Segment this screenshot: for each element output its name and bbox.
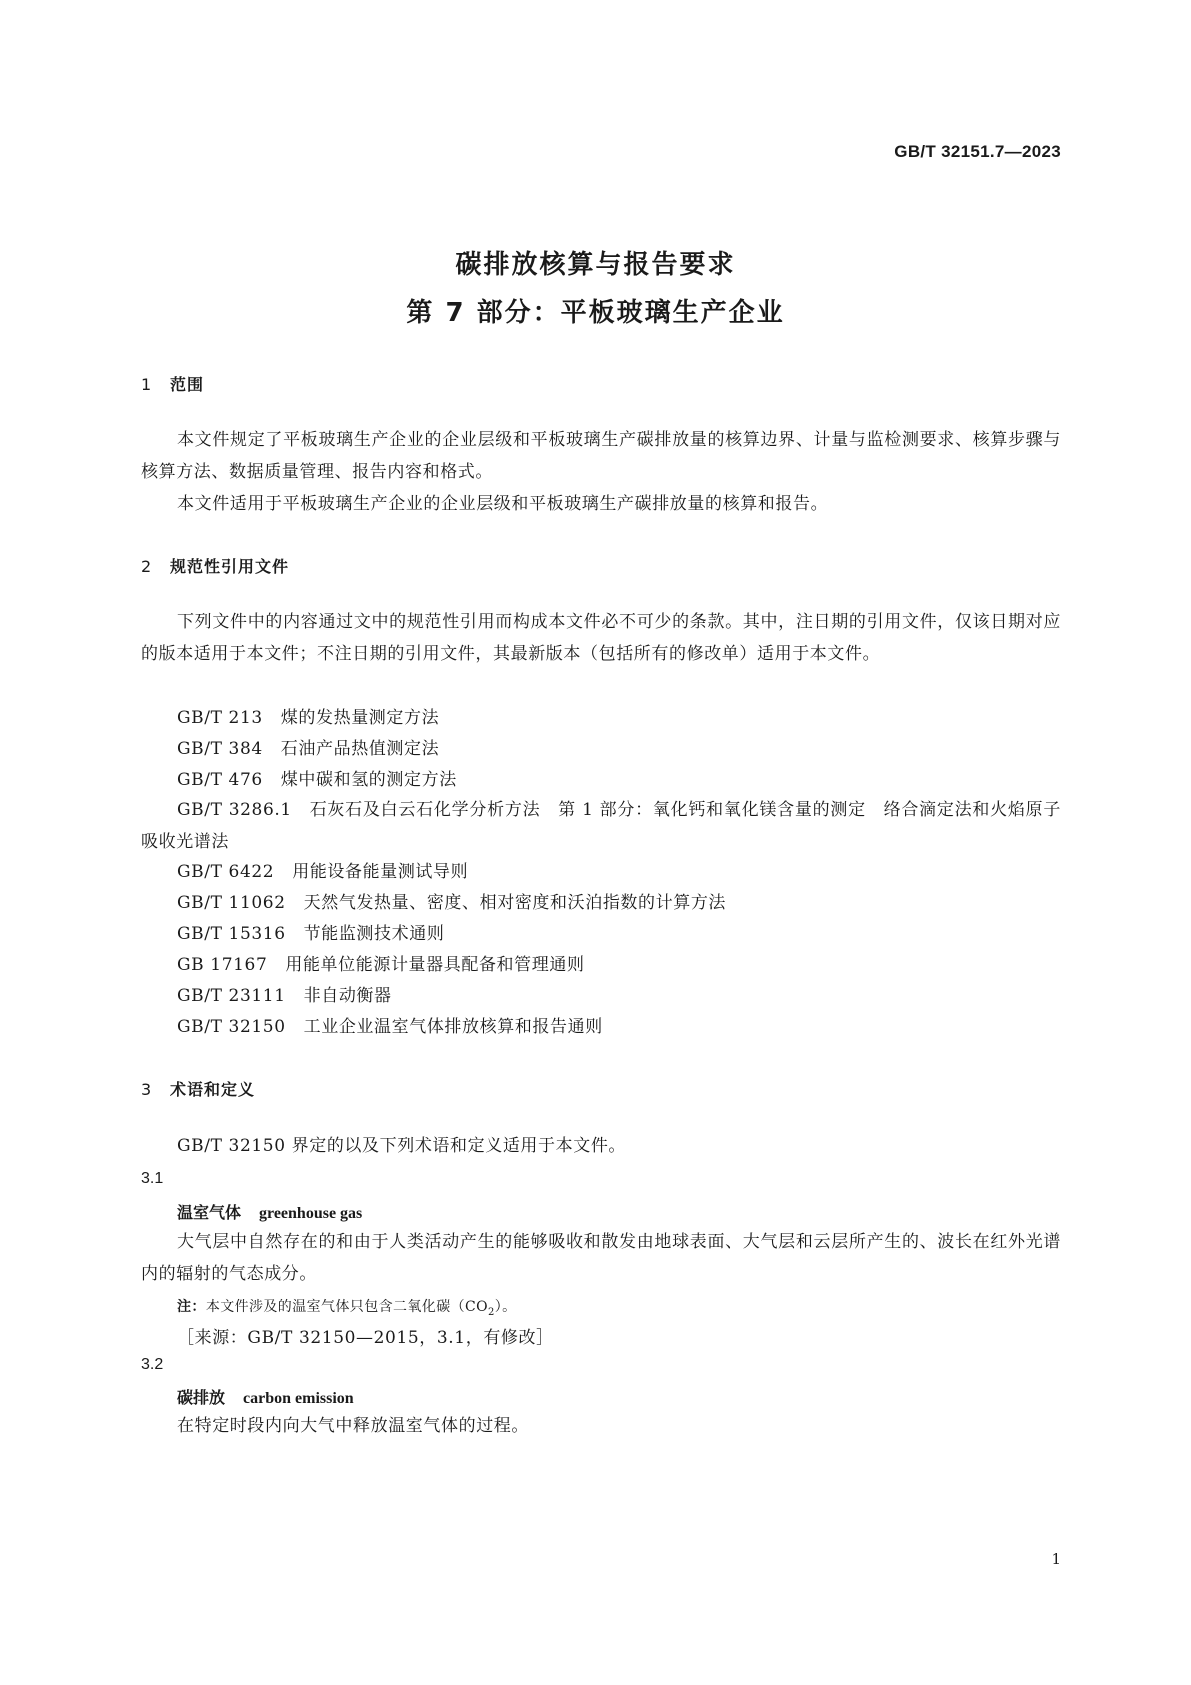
term-heading	[177, 1200, 362, 1223]
standard-number: GB/T 32151.7—2023	[894, 142, 1061, 161]
reference-code: GB/T 23111	[177, 986, 286, 1006]
note-subscript: 2	[488, 1306, 495, 1318]
note	[177, 1296, 517, 1318]
reference-title: 煤的发热量测定方法	[280, 708, 440, 728]
paragraph: 下列文件中的内容通过文中的规范性引用而构成本文件必不可少的条款。其中，注日期的引用文件，仅该日期对应的版本适用于本文件；不注日期的引用文件，其最新版本（包括所有的修改单）适用于本文件。	[141, 612, 1061, 664]
reference-item	[177, 702, 1061, 734]
note-end: ）。	[494, 1299, 517, 1315]
term-zh: 温室气体	[177, 1203, 242, 1222]
reference-title: 用能单位能源计量器具配备和管理通则	[285, 955, 585, 975]
section-title: 术语和定义	[170, 1080, 256, 1099]
reference-code: GB/T 384	[177, 739, 263, 759]
reference-code: GB/T 3286.1	[177, 800, 292, 820]
section-1-heading	[141, 372, 204, 395]
paragraph: GB/T 32150 界定的以及下列术语和定义适用于本文件。	[177, 1136, 627, 1156]
reference-item	[177, 949, 1061, 981]
section-number: 3	[141, 1080, 153, 1099]
note-text: 本文件涉及的温室气体只包含二氧化碳（CO	[205, 1299, 489, 1315]
section-3-heading	[141, 1077, 255, 1100]
section-2-heading	[141, 554, 289, 577]
term-zh: 碳排放	[177, 1388, 226, 1407]
paragraph: 本文件适用于平板玻璃生产企业的企业层级和平板玻璃生产碳排放量的核算和报告。	[177, 494, 829, 514]
section-title: 范围	[170, 375, 205, 394]
reference-title: 煤中碳和氢的测定方法	[280, 770, 457, 790]
reference-title: 非自动衡器	[303, 986, 392, 1006]
reference-code: GB/T 32150	[177, 1017, 286, 1037]
reference-code: GB 17167	[177, 955, 268, 975]
term-en: carbon emission	[243, 1390, 354, 1407]
reference-code: GB/T 213	[177, 708, 263, 728]
reference-item	[177, 887, 1061, 919]
document-subtitle: 第 7 部分：平板玻璃生产企业	[406, 298, 785, 328]
term-heading	[177, 1385, 354, 1408]
document-title: 碳排放核算与报告要求	[455, 250, 736, 280]
reference-code: GB/T 476	[177, 770, 263, 790]
reference-item	[141, 794, 1061, 858]
reference-item	[177, 856, 1061, 888]
term-definition: 大气层中自然存在的和由于人类活动产生的能够吸收和散发由地球表面、大气层和云层所产生的、波长在红外光谱内的辐射的气态成分。	[141, 1232, 1061, 1284]
paragraph: 本文件规定了平板玻璃生产企业的企业层级和平板玻璃生产碳排放量的核算边界、计量与监检测要求、核算步骤与核算方法、数据质量管理、报告内容和格式。	[141, 430, 1061, 482]
reference-title: 石油产品热值测定法	[280, 739, 440, 759]
reference-item	[177, 918, 1061, 950]
reference-code: GB/T 11062	[177, 893, 286, 913]
clause-number: 3.1	[141, 1170, 164, 1187]
term-definition: 在特定时段内向大气中释放温室气体的过程。	[177, 1416, 529, 1436]
note-label: 注：	[177, 1299, 206, 1315]
term-en: greenhouse gas	[259, 1205, 363, 1222]
reference-item	[177, 764, 1061, 796]
reference-title: 节能监测技术通则	[303, 924, 445, 944]
reference-code: GB/T 15316	[177, 924, 286, 944]
reference-title: 用能设备能量测试导则	[292, 862, 469, 882]
page-number: 1	[1051, 1550, 1061, 1568]
reference-item	[177, 1011, 1061, 1043]
reference-item	[177, 980, 1061, 1012]
reference-title: 天然气发热量、密度、相对密度和沃泊指数的计算方法	[303, 893, 727, 913]
reference-item	[177, 733, 1061, 765]
reference-title: 石灰石及白云石化学分析方法 第 1 部分：氧化钙和氧化镁含量的测定 络合滴定法和火焰原子吸收光谱法	[141, 800, 1061, 852]
reference-title: 工业企业温室气体排放核算和报告通则	[303, 1017, 603, 1037]
section-title: 规范性引用文件	[170, 557, 290, 576]
section-number: 2	[141, 557, 153, 576]
reference-code: GB/T 6422	[177, 862, 275, 882]
clause-number: 3.2	[141, 1356, 164, 1373]
source-citation: ［来源：GB/T 32150—2015，3.1，有修改］	[177, 1328, 554, 1348]
section-number: 1	[141, 375, 153, 394]
